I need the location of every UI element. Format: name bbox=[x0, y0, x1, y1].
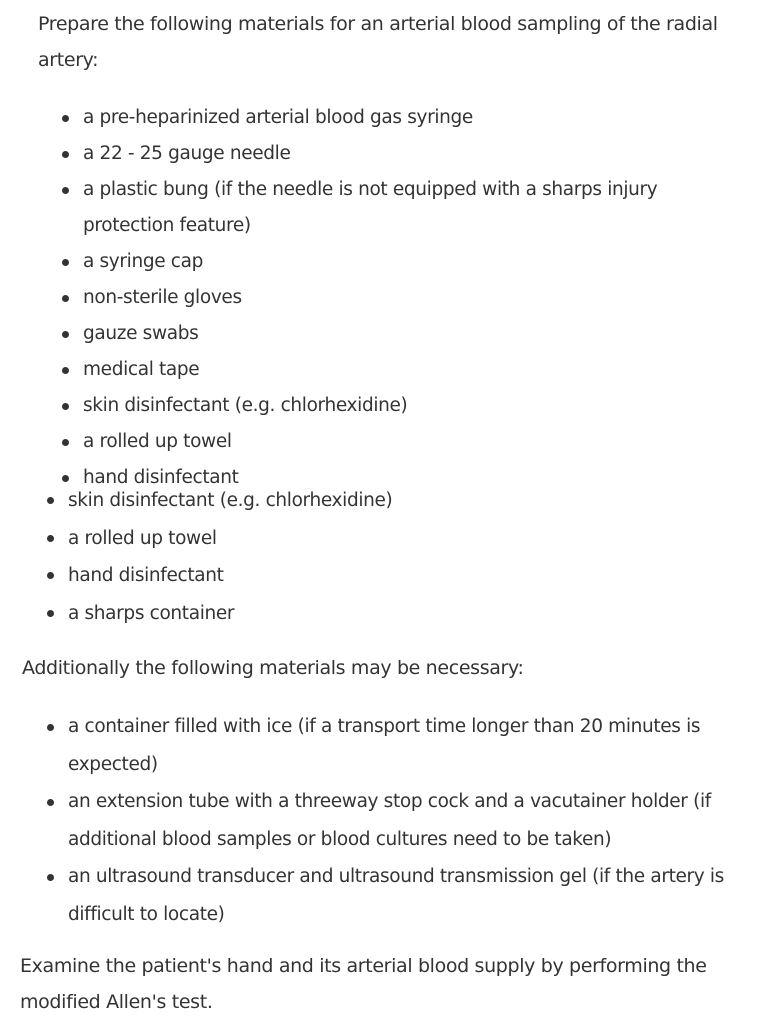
bullet-icon bbox=[62, 331, 69, 338]
list-item: medical tape bbox=[83, 352, 753, 388]
bullet-icon bbox=[47, 799, 54, 806]
list-item: an extension tube with a threeway stop cock and a vacutainer holder (if additional blood samples or blood cultures need to be taken) bbox=[68, 783, 762, 858]
list-item: a syringe cap bbox=[83, 244, 753, 280]
list-item: a rolled up towel bbox=[83, 424, 753, 460]
additional-materials-list bbox=[22, 708, 762, 933]
bullet-icon bbox=[62, 187, 69, 194]
materials-section bbox=[38, 6, 753, 496]
bullet-icon bbox=[47, 497, 54, 504]
examine-paragraph: Examine the patient's hand and its arterial blood supply by performing the modified Allen's test. bbox=[20, 955, 707, 1013]
intro-paragraph: Prepare the following materials for an arterial blood sampling of the radial artery: bbox=[38, 13, 718, 71]
list-item: an ultrasound transducer and ultrasound transmission gel (if the artery is difficult to locate) bbox=[68, 858, 762, 933]
list-item: a sharps container bbox=[68, 595, 762, 633]
bullet-icon bbox=[62, 439, 69, 446]
list-item: skin disinfectant (e.g. chlorhexidine) bbox=[83, 388, 753, 424]
bullet-icon bbox=[62, 115, 69, 122]
bullet-icon bbox=[47, 724, 54, 731]
list-item: a container filled with ice (if a transport time longer than 20 minutes is expected) bbox=[68, 708, 762, 783]
bullet-icon bbox=[62, 475, 69, 482]
list-item: hand disinfectant bbox=[68, 557, 762, 595]
additional-intro: Additionally the following materials may be necessary: bbox=[22, 657, 524, 679]
list-item: a plastic bung (if the needle is not equipped with a sharps injury protection feature) bbox=[83, 172, 753, 244]
materials-list-repeat bbox=[22, 482, 762, 632]
bullet-icon bbox=[47, 874, 54, 881]
list-item: gauze swabs bbox=[83, 316, 753, 352]
bullet-icon bbox=[47, 535, 54, 542]
examine-section bbox=[20, 948, 765, 1020]
bullet-icon bbox=[62, 151, 69, 158]
list-item: a 22 - 25 gauge needle bbox=[83, 136, 753, 172]
bullet-icon bbox=[62, 403, 69, 410]
list-item: a pre-heparinized arterial blood gas syringe bbox=[83, 100, 753, 136]
materials-list bbox=[38, 100, 753, 496]
bullet-icon bbox=[47, 610, 54, 617]
list-item: skin disinfectant (e.g. chlorhexidine) bbox=[68, 482, 762, 520]
bullet-icon bbox=[62, 367, 69, 374]
list-item: hand disinfectant bbox=[83, 460, 753, 496]
materials-continued-section bbox=[22, 488, 762, 933]
list-item: non-sterile gloves bbox=[83, 280, 753, 316]
bullet-icon bbox=[47, 572, 54, 579]
bullet-icon bbox=[62, 295, 69, 302]
list-item: a rolled up towel bbox=[68, 520, 762, 558]
bullet-icon bbox=[62, 259, 69, 266]
